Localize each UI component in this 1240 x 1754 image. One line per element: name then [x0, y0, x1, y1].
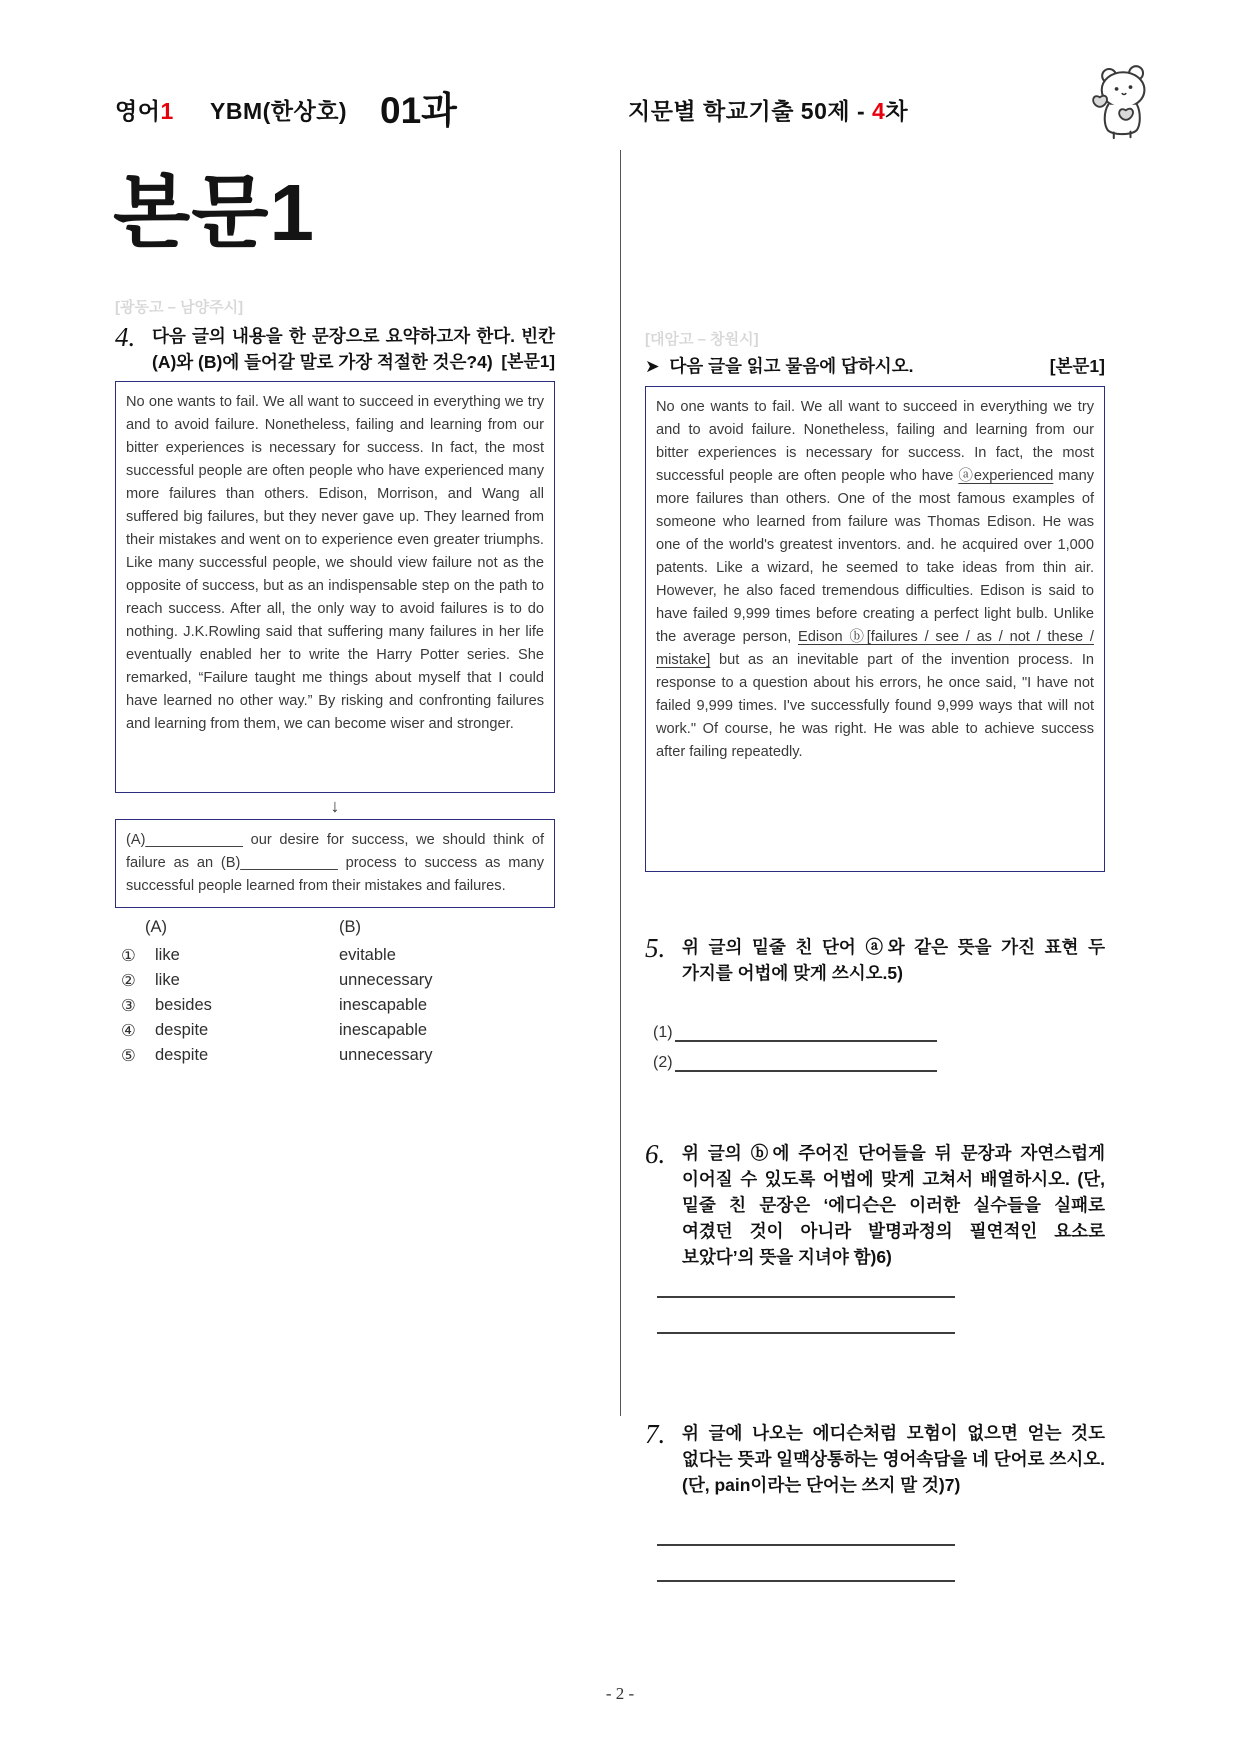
- series-label: 지문별 학교기출 50제 -: [628, 98, 873, 124]
- choice-2: [115, 968, 555, 993]
- column-divider: [620, 150, 621, 1416]
- direction-tag: [본문1]: [1049, 356, 1105, 376]
- question-5-number: 5.: [645, 933, 666, 963]
- series-round-number: 4: [872, 98, 886, 124]
- choice-3-a: besides: [155, 996, 212, 1014]
- answer-1-label: (1): [653, 1024, 673, 1041]
- choice-5-marker: ⑤: [121, 1046, 136, 1065]
- question-6-blank-1[interactable]: [657, 1294, 955, 1298]
- left-source-tag: [광동고 – 남양주시]: [115, 299, 244, 316]
- choice-5-a: despite: [155, 1046, 209, 1064]
- question-4: [115, 323, 555, 375]
- column-b-header: (B): [339, 918, 361, 936]
- page-title: 본문1: [113, 168, 316, 257]
- header-series-title: [628, 93, 908, 126]
- choice-2-marker: ②: [121, 971, 136, 990]
- question-5: [645, 934, 1105, 986]
- choice-column-headers: [115, 918, 555, 937]
- answer-row-1: [645, 1012, 1105, 1042]
- choice-5-b: unnecessary: [339, 1046, 433, 1064]
- direction-row: [645, 353, 1105, 378]
- choice-5: [115, 1043, 555, 1068]
- question-6-text: 위 글의 ⓑ에 주어진 단어들을 뒤 문장과 자연스럽게 이어질 수 있도록 어법에 맞게 고쳐서 배열하시오. (단, 밑줄 친 문장은 ‘에디슨은 이러한 실수들을 실패로 여겼던 것이 아니라 발명과정의 필연적인 요소로 보았다’의 뜻을 지녀야 함)6): [682, 1143, 1105, 1267]
- choice-2-b: unnecessary: [339, 971, 433, 989]
- choice-4-a: despite: [155, 1021, 209, 1039]
- answer-1-blank[interactable]: [675, 1024, 937, 1042]
- question-4-number: 4.: [115, 322, 136, 352]
- choice-1: [115, 943, 555, 968]
- left-column: [115, 296, 555, 1068]
- question-6-number: 6.: [645, 1139, 666, 1169]
- choice-3: [115, 993, 555, 1018]
- header-lesson: 01과: [380, 90, 457, 131]
- question-7-blank-1[interactable]: [657, 1542, 955, 1546]
- subject-label: 영어: [115, 98, 161, 124]
- choice-3-marker: ③: [121, 996, 136, 1015]
- answer-row-2: [645, 1042, 1105, 1072]
- question-4-tag: [본문1]: [501, 352, 555, 371]
- choice-1-marker: ①: [121, 946, 136, 965]
- right-column: [645, 328, 1105, 1582]
- right-source-tag: [대암고 – 창원시]: [645, 331, 759, 348]
- question-7-number: 7.: [645, 1419, 666, 1449]
- summary-box: (A)____________ our desire for success, we should think of failure as an (B)____________ process to success as many successful people learned from their mistakes and failures.: [115, 819, 555, 908]
- arrow-icon: ➤: [645, 356, 660, 376]
- answer-2-label: (2): [653, 1054, 673, 1071]
- choice-1-a: like: [155, 946, 180, 964]
- summary-arrow: ↓: [330, 796, 340, 816]
- choice-4-marker: ④: [121, 1021, 136, 1040]
- question-7-text: 위 글에 나오는 에디슨처럼 모험이 없으면 얻는 것도 없다는 뜻과 일맥상통하는 영어속담을 네 단어로 쓰시오. (단, pain이라는 단어는 쓰지 말 것)7): [682, 1423, 1105, 1495]
- direction-text: ➤ 다음 글을 읽고 물음에 답하시오.: [645, 356, 914, 376]
- header-publisher: YBM(한상호): [210, 98, 348, 124]
- question-4-text: 다음 글의 내용을 한 문장으로 요약하고자 한다. 빈칸 (A)와 (B)에 들어갈 말로 가장 적절한 것은?4) [본문1]: [152, 323, 555, 375]
- choice-list: [115, 943, 555, 1068]
- choice-3-b: inescapable: [339, 996, 428, 1014]
- header-subject: [115, 93, 174, 126]
- left-passage-box: No one wants to fail. We all want to succeed in everything we try and to avoid failure. Nonetheless, failing and learning from our bitter experiences is necessary for success. In fact, the most successful people are often people who have experienced many more failures than others. Edison, Morrison, and Wang all suffered big failures, but they never gave up. They learned from their mistakes and went on to experience even greater triumphs. Like many successful people, we should view failure not as the opposite of success, but as an indispensable step on the path to reach success. After all, the only way to avoid failures is to do nothing. J.K.Rowling said that suffering many failures in her life eventually enabled her to write the Harry Potter series. She remarked, “Failure taught me things about myself that I could have learned no other way.” By risking and confronting failures and learning from them, we can become wiser and stronger.: [115, 381, 555, 793]
- column-a-header: (A): [145, 918, 167, 936]
- answer-2-blank[interactable]: [675, 1054, 937, 1072]
- question-7-blank-2[interactable]: [657, 1578, 955, 1582]
- question-6: [645, 1140, 1105, 1270]
- question-7: [645, 1420, 1105, 1498]
- series-suffix: 차: [885, 98, 909, 124]
- choice-4-b: inescapable: [339, 1021, 428, 1039]
- question-6-blank-2[interactable]: [657, 1330, 955, 1334]
- question-5-text: 위 글의 밑줄 친 단어 ⓐ와 같은 뜻을 가진 표현 두 가지를 어법에 맞게 쓰시오.5): [682, 937, 1105, 983]
- choice-2-a: like: [155, 971, 180, 989]
- subject-number: 1: [160, 98, 174, 124]
- page-number: - 2 -: [605, 1684, 635, 1703]
- bear-with-hearts-icon: [1082, 62, 1166, 140]
- choice-1-b: evitable: [339, 946, 396, 964]
- choice-4: [115, 1018, 555, 1043]
- right-passage-box: No one wants to fail. We all want to succeed in everything we try and to avoid failure. Nonetheless, failing and learning from our bitter experiences is necessary for success. In fact, the most successful people are often people who have ⓐexperienced many more failures than others. One of the most famous examples of someone who learned from failure was Thomas Edison. He was one of the world's greatest inventors. and. he acquired over 1,000 patents. Like a wizard, he seemed to take ideas from thin air. However, he also faced tremendous difficulties. Edison is said to have failed 9,999 times before creating a perfect light bulb. Unlike the average person, Edison ⓑ[failures / see / as / not / these / mistake] but as an inevitable part of the invention process. In response to a question about his errors, he once said, "I have not failed 9,999 times. I've successfully found 9,999 ways that will not work." Of course, he was right. He was able to achieve success after failing repeatedly.: [645, 386, 1105, 872]
